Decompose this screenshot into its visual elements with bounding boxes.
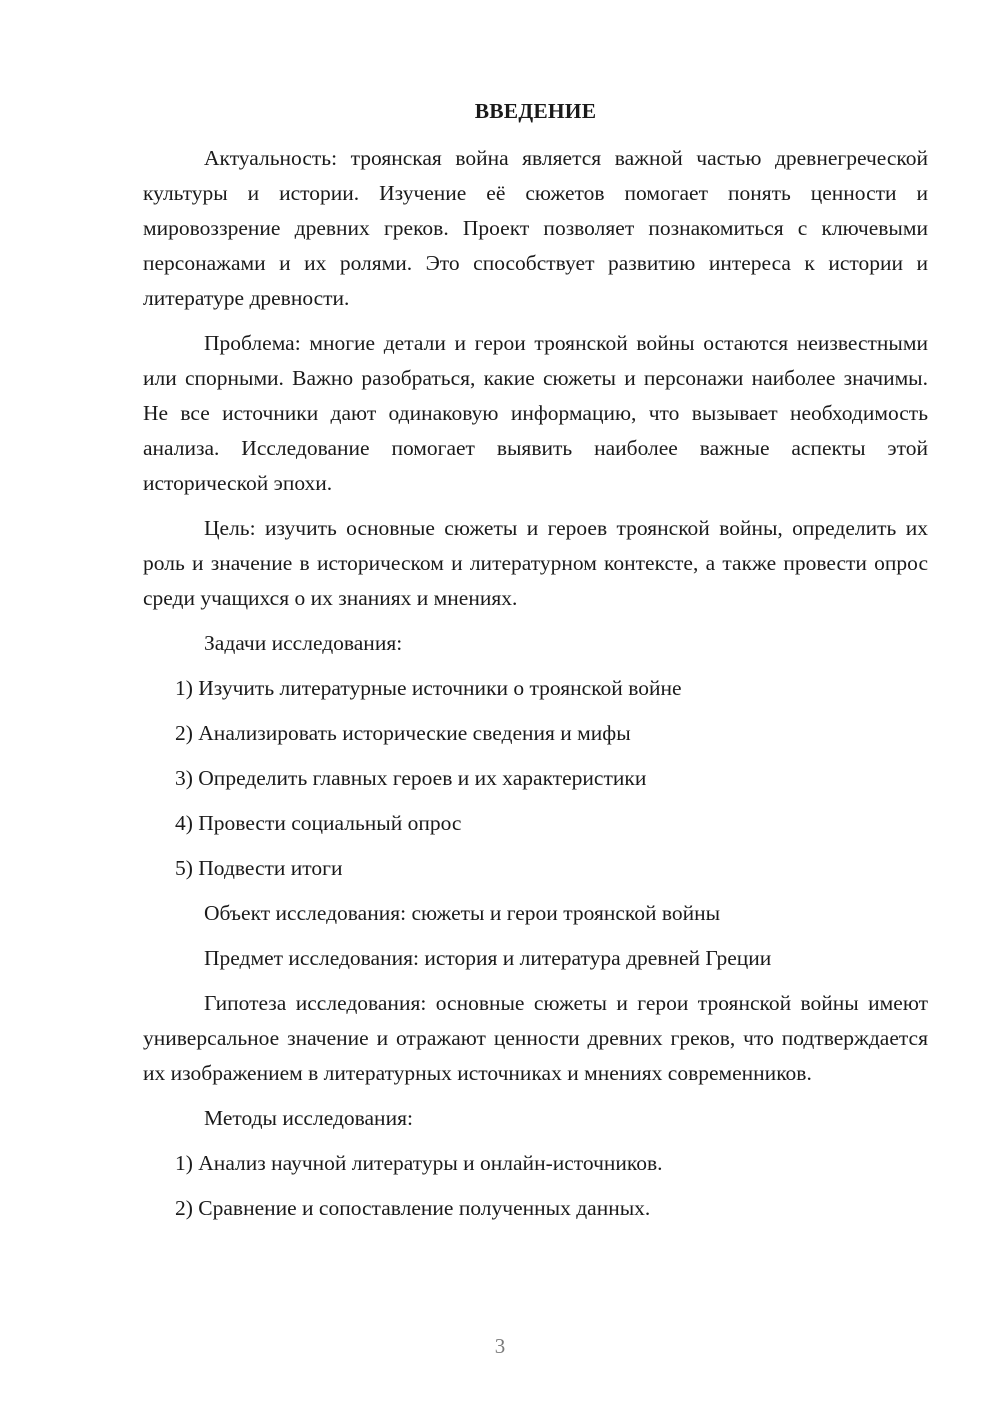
research-object: Объект исследования: сюжеты и герои троянской войны (204, 901, 721, 925)
task-item-1: 1) Изучить литературные источники о троянской войне (175, 676, 682, 700)
research-subject: Предмет исследования: история и литература древней Греции (204, 946, 772, 970)
tasks-title: Задачи исследования: (204, 631, 403, 655)
task-item-2: 2) Анализировать исторические сведения и мифы (175, 721, 631, 745)
relevance-paragraph: Актуальность: троянская война является важной частью древнегреческой культуры и истории. Изучение её сюжетов помогает понять ценности и мировоззрение древних греков. Проект позволяет познакомиться с ключевыми персонажами и их ролями. Это способствует развитию интереса к истории и литературе древности. (143, 146, 928, 310)
methods-title: Методы исследования: (204, 1106, 413, 1130)
task-item-4: 4) Провести социальный опрос (175, 811, 462, 835)
document-page (143, 94, 928, 1236)
method-item-1: 1) Анализ научной литературы и онлайн-источников. (175, 1151, 663, 1175)
goal-paragraph: Цель: изучить основные сюжеты и героев троянской войны, определить их роль и значение в историческом и литературном контексте, а также провести опрос среди учащихся о их знаниях и мнениях. (143, 516, 928, 610)
hypothesis-paragraph: Гипотеза исследования: основные сюжеты и герои троянской войны имеют универсальное значение и отражают ценности древних греков, что подтверждается их изображением в литературных источниках и мнениях современников. (143, 991, 928, 1085)
problem-paragraph: Проблема: многие детали и герои троянской войны остаются неизвестными или спорными. Важно разобраться, какие сюжеты и персонажи наиболее значимы. Не все источники дают одинаковую информацию, что вызывает необходимость анализа. Исследование помогает выявить наиболее важные аспекты этой исторической эпохи. (143, 331, 928, 495)
page-number: 3 (494, 1334, 506, 1358)
method-item-2: 2) Сравнение и сопоставление полученных данных. (175, 1196, 651, 1220)
page-heading: ВВЕДЕНИЕ (474, 99, 597, 123)
task-item-3: 3) Определить главных героев и их характеристики (175, 766, 647, 790)
task-item-5: 5) Подвести итоги (175, 856, 343, 880)
